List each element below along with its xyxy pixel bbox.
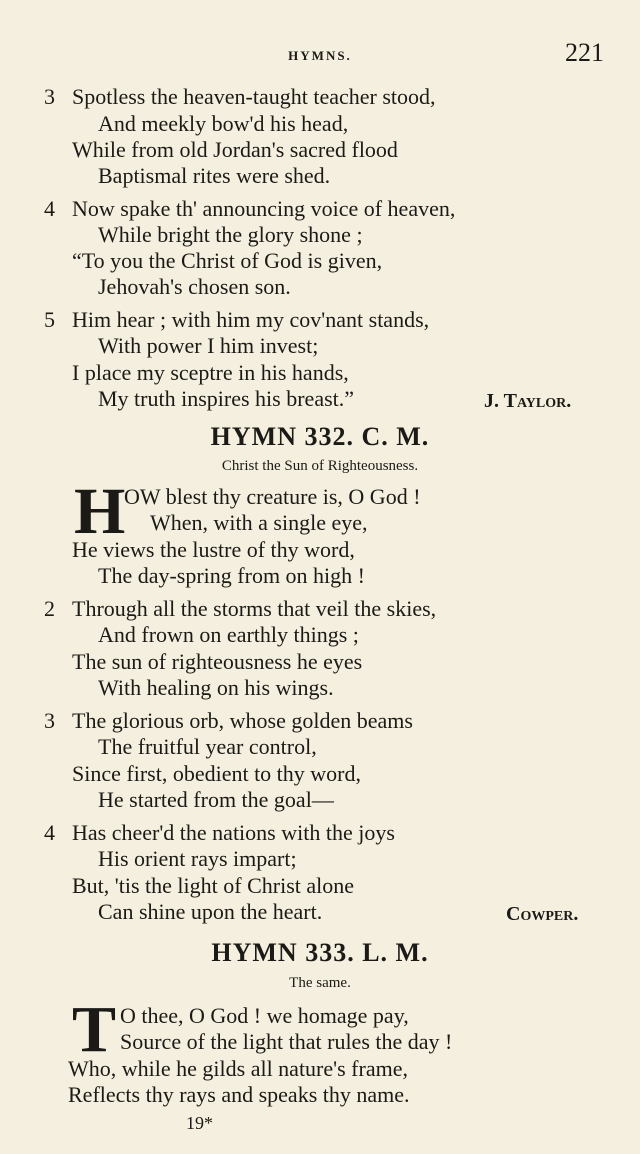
verse-line: I place my sceptre in his hands, (72, 360, 349, 385)
author-attribution: Cowper. (506, 903, 579, 925)
hymn-subtitle: Christ the Sun of Righteousness. (221, 458, 419, 474)
hymn-title: HYMN 333. L. M. (211, 938, 429, 967)
drop-cap: T (72, 993, 117, 1066)
verse-line: O thee, O God ! we homage pay, (120, 1003, 409, 1028)
verse-number: 4 (44, 820, 55, 845)
verse-number: 4 (44, 196, 55, 221)
verse-line: “To you the Christ of God is given, (72, 248, 383, 273)
verse-line: The day-spring from on high ! (98, 563, 365, 588)
verse-line: And meekly bow'd his head, (98, 111, 349, 136)
verse-line: OW blest thy creature is, O God ! (124, 484, 421, 509)
verse-line: While bright the glory shone ; (98, 222, 363, 247)
verse-line: Baptismal rites were shed. (98, 163, 331, 188)
hymn-title: HYMN 332. C. M. (210, 422, 430, 451)
drop-cap: H (74, 475, 126, 548)
verse-line: He started from the goal— (98, 787, 334, 812)
verse-line: While from old Jordan's sacred flood (72, 137, 398, 162)
verse-number: 2 (44, 596, 55, 621)
verse-line: Through all the storms that veil the skies, (72, 596, 437, 621)
verse-line: With power I him invest; (98, 333, 319, 358)
verse-line: When, with a single eye, (150, 510, 368, 535)
verse-line: Him hear ; with him my cov'nant stands, (72, 307, 430, 332)
verse-line: Spotless the heaven-taught teacher stood, (72, 84, 436, 109)
verse-line: And frown on earthly things ; (98, 622, 359, 647)
hymn-subtitle: The same. (289, 975, 351, 991)
running-header: HYMNS. (288, 48, 352, 63)
verse-line: My truth inspires his breast.” (98, 386, 355, 411)
verse-number: 3 (44, 84, 55, 109)
verse-line: With healing on his wings. (98, 675, 334, 700)
verse-line: Can shine upon the heart. (98, 899, 323, 924)
verse-line: Now spake th' announcing voice of heaven, (72, 196, 456, 221)
verse-line: The glorious orb, whose golden beams (72, 708, 413, 733)
verse-line: The sun of righteousness he eyes (72, 649, 363, 674)
verse-line: His orient rays impart; (98, 846, 297, 871)
verse-line: Who, while he gilds all nature's frame, (68, 1056, 408, 1081)
page-number: 221 (565, 38, 604, 67)
verse-line: He views the lustre of thy word, (72, 537, 355, 562)
author-attribution: J. Taylor. (484, 390, 572, 412)
signature-mark: 19* (186, 1113, 213, 1133)
verse-line: Reflects thy rays and speaks thy name. (68, 1082, 410, 1107)
verse-number: 5 (44, 307, 55, 332)
verse-line: The fruitful year control, (98, 734, 317, 759)
verse-line: But, 'tis the light of Christ alone (72, 873, 355, 898)
verse-line: Since first, obedient to thy word, (72, 761, 362, 786)
verse-line: Jehovah's chosen son. (98, 274, 291, 299)
verse-line: Has cheer'd the nations with the joys (72, 820, 395, 845)
verse-number: 3 (44, 708, 55, 733)
verse-line: Source of the light that rules the day ! (120, 1029, 453, 1054)
